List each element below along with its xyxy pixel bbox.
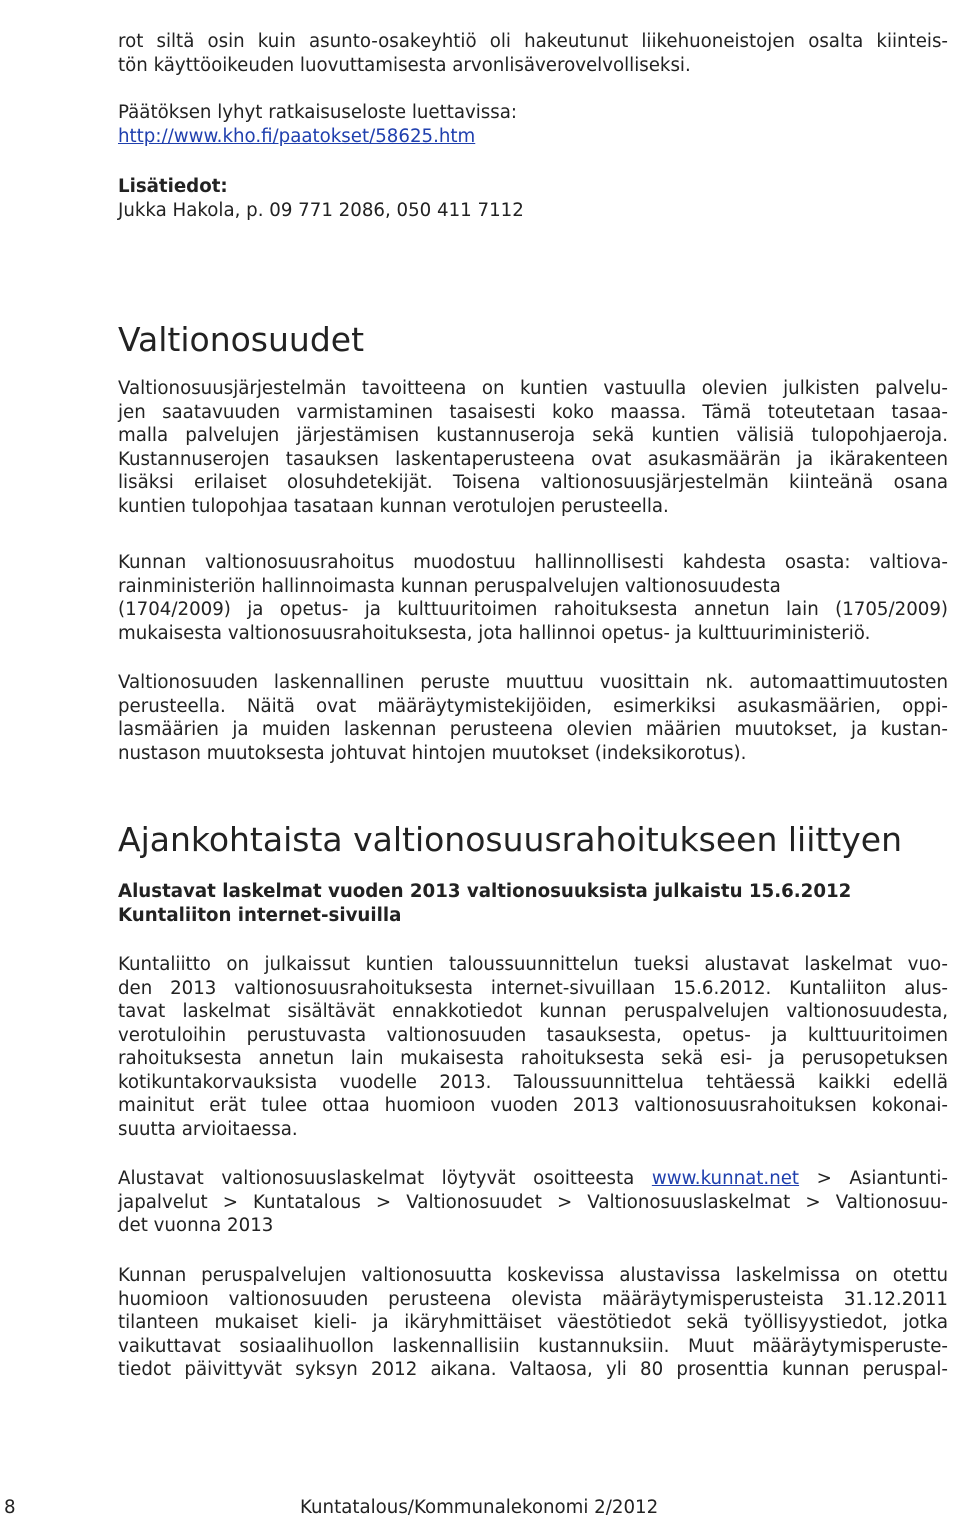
text-line: den 2013 valtionosuusrahoituksesta internet-sivuillaan 15.6.2012. Kuntaliiton alus- [118,977,948,999]
text-line: tilanteen mukaiset kieli- ja ikäryhmittäiset väestötiedot sekä työllisyystiedot, jotka [118,1312,948,1333]
section1-paragraph-1 [118,377,948,518]
text-line: Kuntaliitto on julkaissut kuntien taloussuunnittelun tueksi alustavat laskelmat vuo- [118,954,948,975]
text-line: huomioon valtionosuuden perusteena olevista määräytymisperusteista 31.12.2011 [118,1288,948,1310]
section-title-valtionosuudet: Valtionosuudet [118,320,365,359]
contact-heading: Lisätiedot: [118,176,228,197]
section2-paragraph-2 [118,1167,948,1238]
intro-paragraph [118,30,948,77]
text-line: Valtionosuuden laskennallinen peruste muuttuu vuosittain nk. automaattimuutosten [118,672,948,693]
text-line: kotikuntakorvauksista vuodelle 2013. Taloussuunnittelua tehtäessä kaikki edellä [118,1071,948,1093]
text-line: vaikuttavat sosiaalihuollon laskennallisiin kustannuksiin. Muut määräytymisperuste- [118,1335,948,1357]
text-line: mukaisesta valtionosuusrahoituksesta, jota hallinnoi opetus- ja kulttuuriministeriö. [118,622,871,644]
text-line: mainitut erät tulee ottaa huomioon vuoden 2013 valtionosuusrahoituksen kokonai- [118,1095,948,1116]
text-line: Kunnan peruspalvelujen valtionosuutta koskevissa alustavissa laskelmissa on otettu [118,1265,948,1286]
text-line: rot siltä osin kuin asunto-osakeyhtiö oli hakeutunut liikehuoneistojen osalta kiinteis- [118,31,948,52]
section1-paragraph-3 [118,671,948,765]
text-line: japalvelut > Kuntatalous > Valtionosuudet > Valtionosuuslaskelmat > Valtionosuu- [118,1191,948,1213]
section1-paragraph-2 [118,551,948,645]
text-line: tiedot päivittyvät syksyn 2012 aikana. Valtaosa, yli 80 prosenttia kunnan peruspal- [118,1359,948,1380]
text-line: malla palvelujen järjestämisen kustannuseroja sekä kuntien välisiä tulopohjaeroja. [118,425,948,446]
news-subheading [118,880,948,927]
text-line: jen saatavuuden varmistaminen tasaisesti koko maassa. Tämä toteutetaan tasaa- [118,401,948,423]
section-title-ajankohtaista: Ajankohtaista valtionosuusrahoitukseen liittyen [118,820,902,859]
publication-name: Kuntatalous/Kommunalekonomi 2/2012 [300,1497,659,1518]
text-line: Alustavat valtionosuuslaskelmat löytyvät osoitteesta www.kunnat.net > Asiantunti- [118,1168,948,1189]
contact-text: Jukka Hakola, p. 09 771 2086, 050 411 7112 [118,199,524,221]
section2-paragraph-3 [118,1264,948,1382]
text-line: Kustannuserojen tasauksen laskentaperusteena ovat asukasmäärän ja ikärakenteen [118,448,948,470]
subheading-line: Kuntaliiton internet-sivuilla [118,904,402,926]
text-line: tavat laskelmat sisältävät ennakkotiedot kunnan peruspalvelujen valtionosuudesta, [118,1001,948,1022]
text-line: det vuonna 2013 [118,1215,274,1236]
contact-info [118,175,948,222]
text-line: tön käyttöoikeuden luovuttamisesta arvonlisäverovelvolliseksi. [118,54,691,76]
decision-label: Päätöksen lyhyt ratkaisuseloste luettavissa: [118,102,518,123]
text-line: verotuloihin perustuvasta valtionosuuden tasauksesta, opetus- ja kulttuuritoimen [118,1024,948,1046]
text-line: kuntien tulopohjaa tasataan kunnan verotulojen perusteella. [118,495,669,517]
subheading-line: Alustavat laskelmat vuoden 2013 valtionosuuksista julkaistu 15.6.2012 [118,881,852,902]
text-line: Valtionosuusjärjestelmän tavoitteena on kuntien vastuulla olevien julkisten palvelu- [118,378,948,399]
text-line: rainministeriön hallinnoimasta kunnan peruspalvelujen valtionosuudesta [118,575,781,597]
text-line: lasmäärien ja muiden laskennan perusteena olevien määrien muutokset, ja kustan- [118,719,948,740]
text-line: rahoituksesta annetun lain mukaisesta rahoituksesta sekä esi- ja perusopetuksen [118,1048,948,1069]
decision-reference [118,101,948,148]
text-line: perusteella. Näitä ovat määräytymistekijöiden, esimerkiksi asukasmäärien, oppi- [118,695,948,717]
kunnat-net-link[interactable]: www.kunnat.net [651,1168,800,1189]
page-number: 8 [4,1497,16,1518]
text-line: lisäksi erilaiset olosuhdetekijät. Toisena valtionosuusjärjestelmän kiinteänä osana [118,472,948,493]
text-line: Kunnan valtionosuusrahoitus muodostuu hallinnollisesti kahdesta osasta: valtiova- [118,552,948,573]
text-line: suutta arvioitaessa. [118,1118,298,1140]
decision-link[interactable]: http://www.kho.fi/paatokset/58625.htm [118,125,476,147]
section2-paragraph-1 [118,953,948,1141]
text-line: (1704/2009) ja opetus- ja kulttuuritoimen rahoituksesta annetun lain (1705/2009) [118,599,948,620]
text-line: nustason muutoksesta johtuvat hintojen muutokset (indeksikorotus). [118,742,747,764]
